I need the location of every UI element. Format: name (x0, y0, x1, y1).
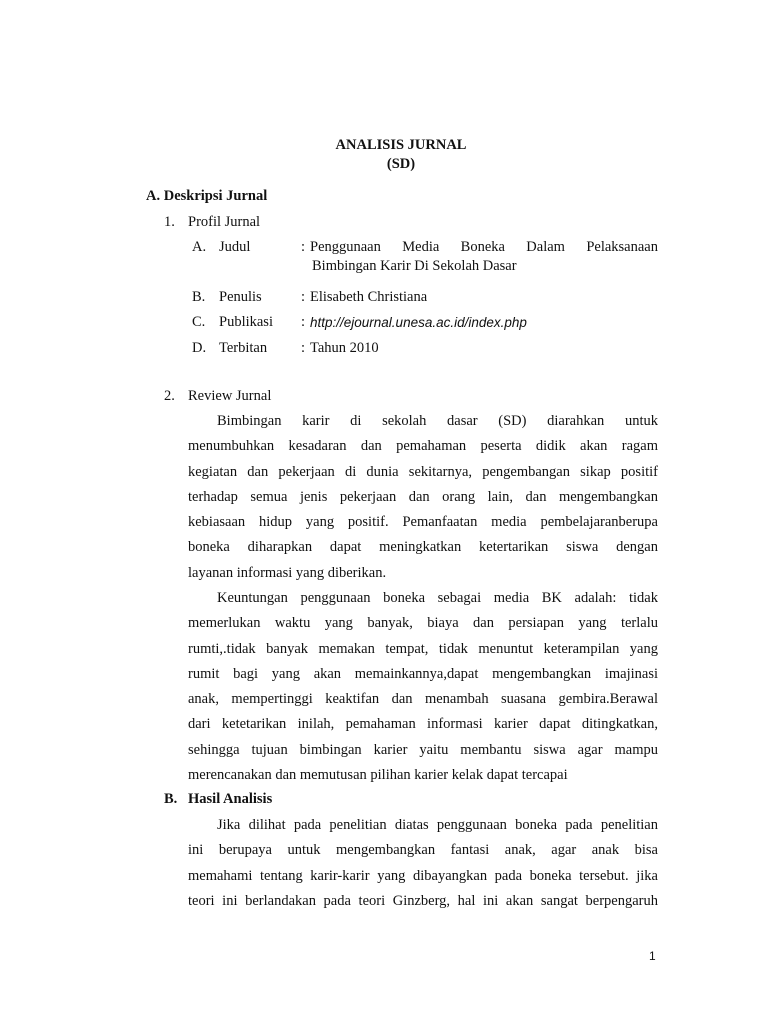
item-1-label: Profil Jurnal (188, 214, 261, 230)
profil-letter: D. (192, 340, 207, 356)
section-b-number: B. (164, 791, 178, 807)
profil-key: Penulis (219, 289, 262, 305)
profil-letter: A. (192, 239, 207, 255)
paragraph-line: kebiasaan hidup yang positif. Pemanfaatan media pembelajaranberupa (188, 514, 658, 531)
profil-colon: : (301, 340, 306, 356)
item-1-heading (164, 214, 260, 231)
paragraph-line: Keuntungan penggunaan boneka sebagai media BK adalah: tidak (217, 590, 658, 606)
paragraph-line: menumbuhkan kesadaran dan pemahaman peserta didik akan ragam (188, 438, 658, 455)
paragraph-line: layanan informasi yang diberikan. (188, 564, 387, 581)
profil-value-line-2: Bimbingan Karir Di Sekolah Dasar (312, 258, 517, 274)
analysis-paragraph (188, 813, 658, 914)
profil-key: Judul (219, 239, 251, 255)
profil-key: Publikasi (219, 314, 273, 330)
paragraph-line: memerlukan waktu yang banyak, biaya dan persiapan yang terlalu (188, 615, 658, 632)
profil-value: Tahun 2010 (310, 340, 379, 356)
paragraph-line: dari ketetarikan inilah, pemahaman informasi karier dapat ditingkatkan, (188, 716, 658, 733)
profil-colon: : (301, 239, 306, 255)
item-2-heading (164, 388, 271, 405)
profil-value-url: http://ejournal.unesa.ac.id/index.php (310, 315, 527, 330)
paragraph-line: teori ini berlandakan pada teori Ginzberg, hal ini akan sangat berpengaruh (188, 892, 658, 909)
profil-letter: C. (192, 314, 206, 330)
review-paragraph-2 (188, 586, 658, 788)
title-line-2: (SD) (386, 156, 416, 172)
title-line-1: ANALISIS JURNAL (335, 137, 467, 153)
page-number: 1 (649, 949, 656, 963)
paragraph-line: rumti,.tidak banyak memakan tempat, tidak menuntut keterampilan yang (188, 640, 658, 657)
profil-value (310, 238, 658, 276)
paragraph-line: boneka diharapkan dapat meningkatkan ketertarikan siswa dengan (188, 539, 658, 556)
profil-colon: : (301, 289, 306, 305)
paragraph-line: memahami tentang karir-karir yang dibayangkan pada boneka tersebut. jika (188, 867, 658, 884)
profil-colon: : (301, 314, 306, 330)
document-title (0, 136, 768, 174)
item-2-number: 2. (164, 388, 175, 404)
profil-value-line-1: Penggunaan Media Boneka Dalam Pelaksanaan (310, 239, 658, 255)
paragraph-line: terhadap semua jenis pekerjaan dan orang lain, dan mengembangkan (188, 488, 658, 505)
item-1-number: 1. (164, 214, 175, 230)
paragraph-line: kegiatan dan pekerjaan di dunia sekitarnya, pengembangan sikap positif (188, 463, 658, 480)
paragraph-line: rumit bagi yang akan memainkannya,dapat mengembangkan imajinasi (188, 665, 658, 682)
review-paragraph-1 (188, 409, 658, 586)
section-b-title: Hasil Analisis (188, 791, 273, 807)
section-a-heading: A. Deskripsi Jurnal (146, 188, 268, 204)
paragraph-line: anak, mempertinggi keaktifan dan menambah suasana gembira.Berawal (188, 691, 658, 708)
paragraph-line: Jika dilihat pada penelitian diatas penggunaan boneka pada penelitian (217, 817, 658, 833)
paragraph-line: Bimbingan karir di sekolah dasar (SD) diarahkan untuk (217, 413, 658, 429)
paragraph-line: ini berupaya untuk mengembangkan fantasi anak, agar anak bisa (188, 842, 658, 859)
profil-letter: B. (192, 289, 206, 305)
profil-value: Elisabeth Christiana (310, 289, 428, 305)
item-2-label: Review Jurnal (188, 388, 272, 404)
section-b-heading (164, 791, 272, 808)
paragraph-line: sehingga tujuan bimbingan karier yaitu membantu siswa agar mampu (188, 741, 658, 758)
profil-key: Terbitan (219, 340, 268, 356)
paragraph-line: merencanakan dan memutusan pilihan karier kelak dapat tercapai (188, 767, 568, 784)
